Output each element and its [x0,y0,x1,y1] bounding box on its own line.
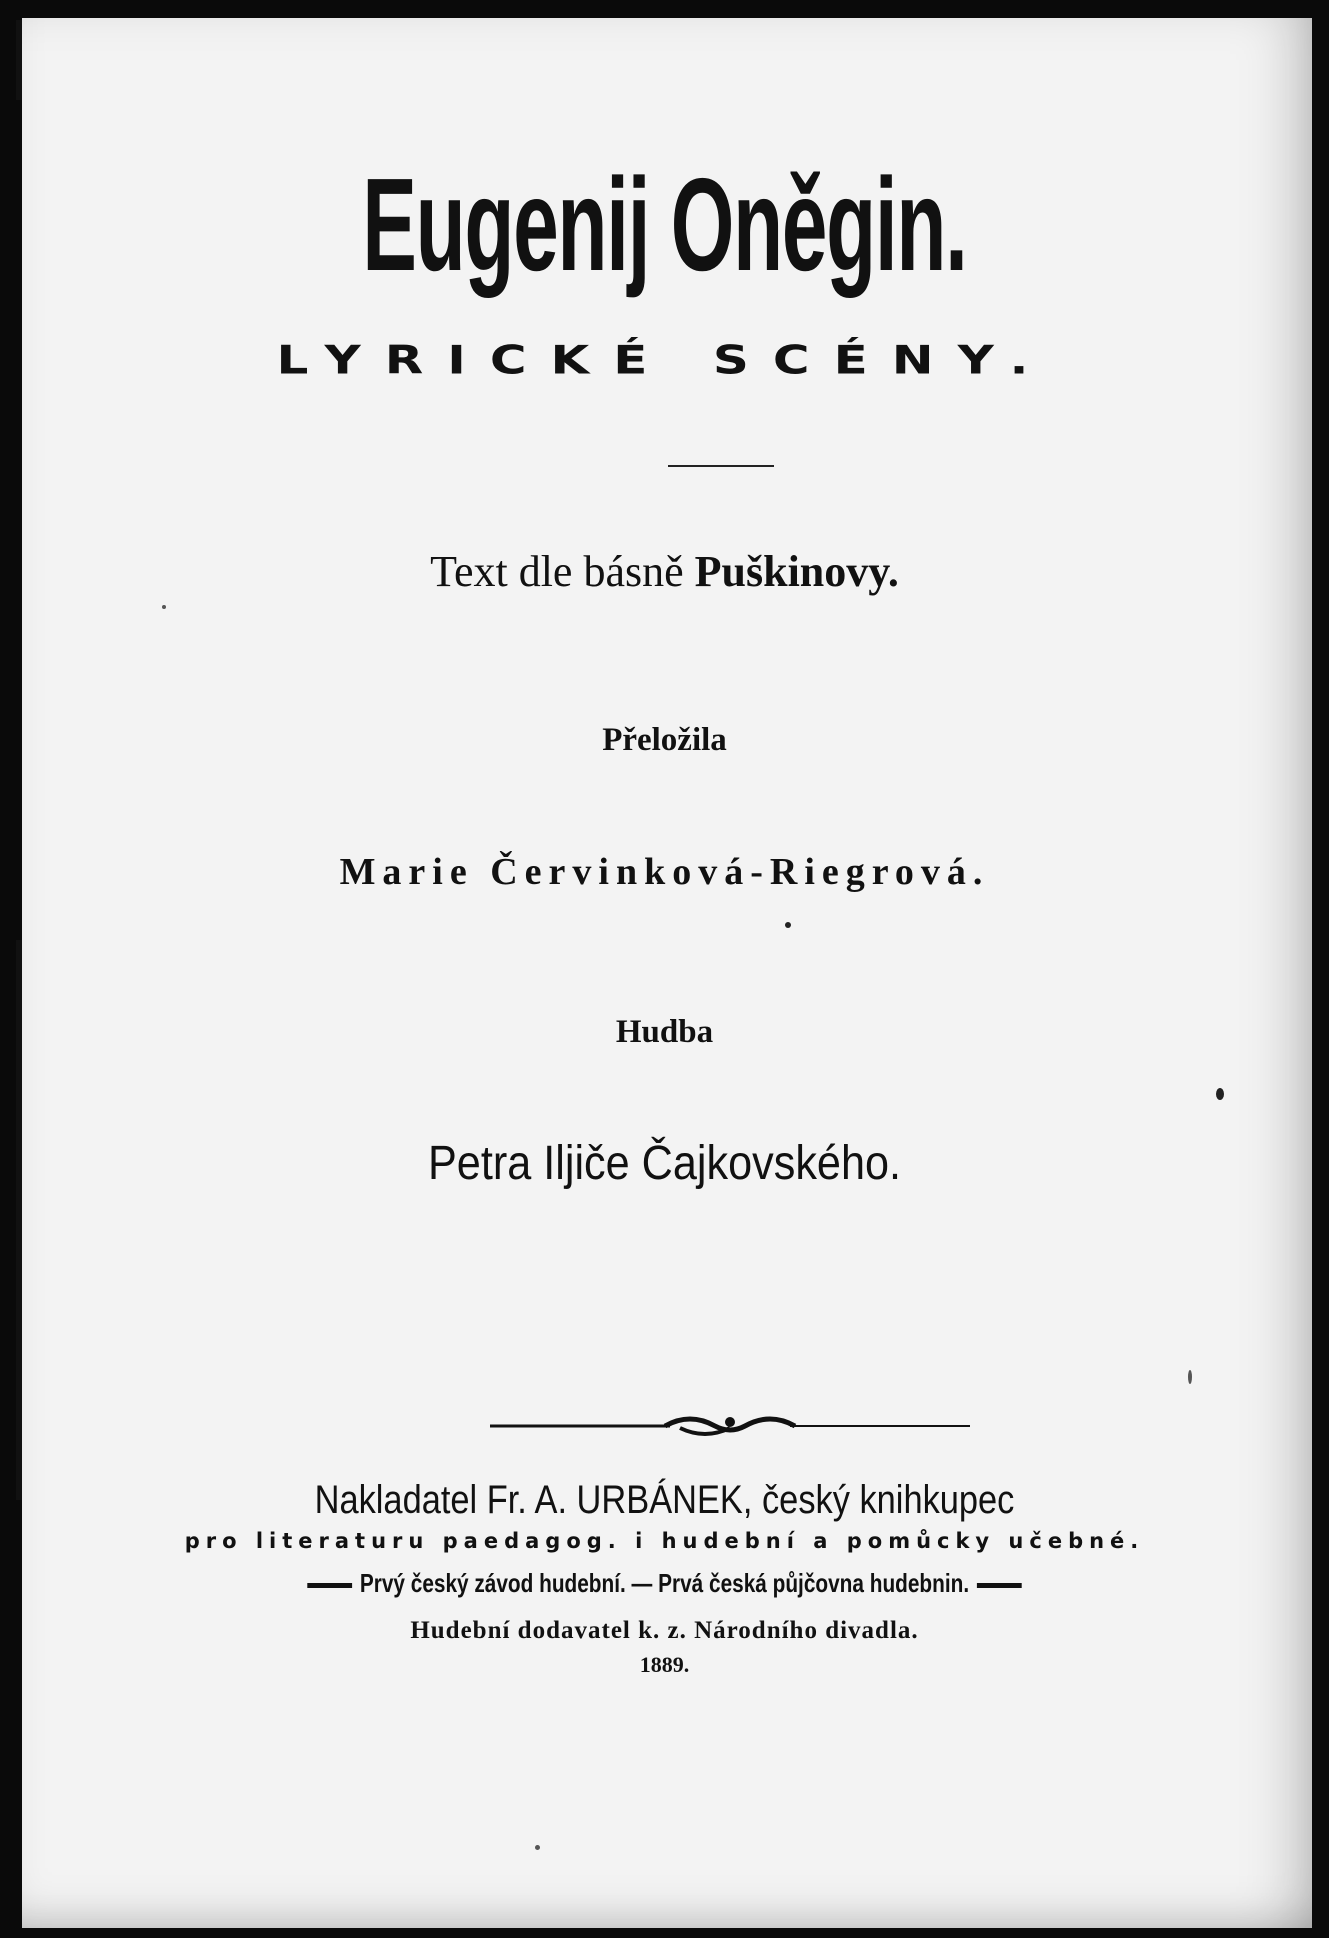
translated-by-label: Přeložila [602,722,727,758]
paper-speck [1216,1088,1224,1100]
composer-name: Petra Iljiče Čajkovského. [427,1137,902,1190]
publisher-tagline [133,1566,1196,1600]
tagline-part-2: Prvá česká půjčovna hudebnin. [658,1568,970,1598]
paper-speck [785,922,791,928]
short-rule-divider [668,465,774,467]
source-text-line [0,545,1329,599]
ornament-divider-icon [490,1408,970,1448]
paper-speck [1188,1370,1192,1384]
publisher-description: pro literaturu paedagog. i hudební a pomůcky učebné. [184,1529,1145,1553]
paper-speck [162,605,166,609]
music-label: Hudba [615,1014,714,1050]
publication-year: 1889. [639,1652,690,1677]
publisher-supplier-line: Hudební dodavatel k. z. Národního divadla. [410,1617,919,1644]
source-text-prefix: Text dle básně [430,547,684,596]
publisher-name: Nakladatel Fr. A. URBÁNEK, český knihkupec [314,1478,1015,1522]
source-author: Puškinovy. [694,547,899,596]
page-title: Eugenij Oněgin. [362,151,967,298]
tagline-part-1: Prvý český závod hudební. [359,1568,626,1598]
page-subtitle: LYRICKÉ SCÉNY. [276,337,1053,383]
dash-rule [307,1583,352,1588]
paper-speck [535,1845,540,1850]
dash-rule [977,1583,1022,1588]
translator-name: Marie Červinková-Riegrová. [339,851,990,893]
tagline-separator: — [631,1568,653,1598]
